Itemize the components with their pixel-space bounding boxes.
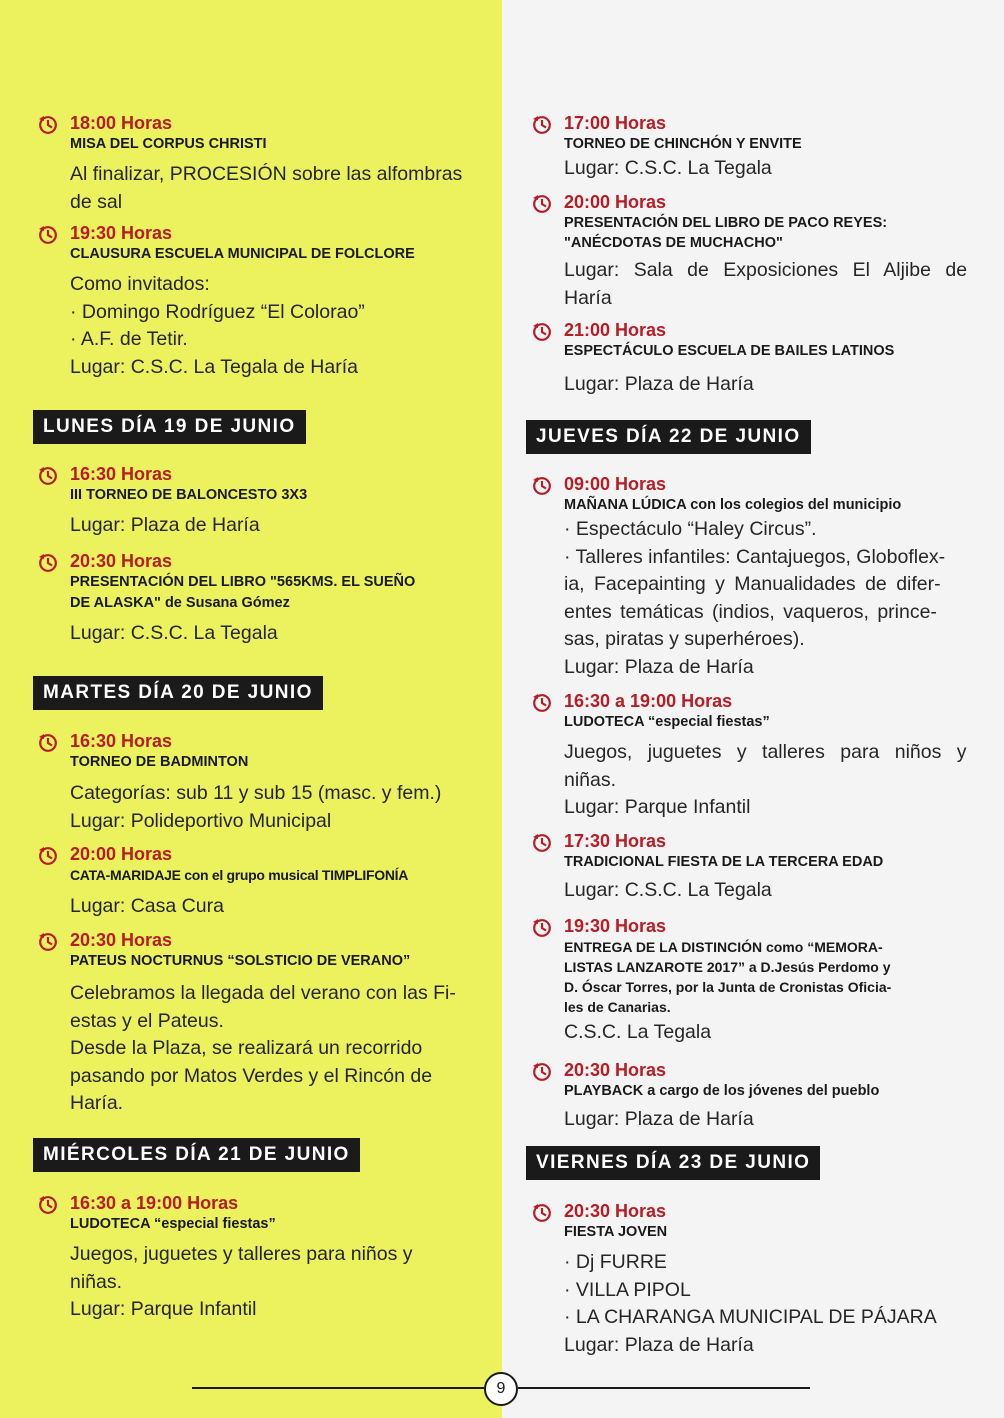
clock-icon (532, 918, 552, 938)
text-line: · Espectáculo “Haley Circus”. (564, 518, 817, 540)
event-description (564, 371, 971, 399)
clock-icon (532, 693, 552, 713)
event-description (564, 1019, 971, 1047)
event-title: ENTREGA DE LA DISTINCIÓN como “MEMORA- (564, 939, 883, 955)
event-title: PRESENTACIÓN DEL LIBRO "565KMS. EL SUEÑO (70, 574, 416, 590)
event-description (564, 155, 971, 183)
footer-rule (518, 1387, 810, 1389)
text-line: sas, piratas y superhéroes). (564, 628, 805, 650)
clock-icon (38, 115, 58, 135)
text-line: Juegos, juguetes y talleres para niños y (70, 1243, 413, 1265)
event-title: MISA DEL CORPUS CHRISTI (70, 136, 267, 152)
text-line: Celebramos la llegada del verano con las Fi- (70, 982, 456, 1004)
event-time: 20:30 Horas (70, 551, 173, 571)
event-description (564, 1249, 971, 1359)
text-line: niñas. (70, 1270, 123, 1293)
event-title: LUDOTECA “especial fiestas” (564, 714, 770, 730)
event-time: 16:30 a 19:00 Horas (564, 691, 733, 711)
text-line: Desde la Plaza, se realizará un recorrido (70, 1037, 423, 1059)
text-line: · A.F. de Tetir. (70, 328, 188, 350)
clock-icon (532, 476, 552, 496)
page-number: 9 (484, 1372, 518, 1406)
event-title: les de Canarias. (564, 999, 671, 1015)
event-description (70, 512, 477, 540)
event-title: TORNEO DE CHINCHÓN Y ENVITE (564, 136, 802, 152)
text-line: Haría. (70, 1092, 124, 1114)
event-title: LISTAS LANZAROTE 2017” a D.Jesús Perdomo y (564, 959, 891, 975)
text-line: Lugar: C.S.C. La Tegala (564, 879, 772, 901)
event-title: D. Óscar Torres, por la Junta de Cronistas Oficia- (564, 979, 892, 995)
event-title: PRESENTACIÓN DEL LIBRO DE PACO REYES: (564, 215, 888, 231)
text-line: niñas. (564, 768, 617, 791)
event-time: 17:00 Horas (564, 113, 667, 133)
event-time: 20:00 Horas (70, 844, 173, 864)
day-header: MARTES DÍA 20 DE JUNIO (33, 676, 323, 710)
text-line: · LA CHARANGA MUNICIPAL DE PÁJARA (564, 1306, 937, 1328)
text-line: Lugar: Plaza de Haría (564, 1108, 754, 1130)
event-title: ESPECTÁCULO ESCUELA DE BAILES LATINOS (564, 343, 895, 359)
text-line: Lugar: Plaza de Haría (564, 1333, 754, 1356)
day-header: JUEVES DÍA 22 DE JUNIO (526, 420, 811, 454)
text-line: C.S.C. La Tegala (564, 1021, 712, 1043)
text-line: Lugar: Polideportivo Municipal (70, 809, 332, 832)
text-line: Juegos, juguetes y talleres para niños y (564, 741, 967, 763)
clock-icon (532, 322, 552, 342)
event-time: 19:30 Horas (564, 916, 667, 936)
event-description (70, 893, 477, 921)
event-title: CLAUSURA ESCUELA MUNICIPAL DE FOLCLORE (70, 246, 415, 262)
event-time: 21:00 Horas (564, 320, 667, 340)
text-line: Haría (564, 286, 612, 309)
event-description (564, 877, 971, 905)
text-line: Lugar: Plaza de Haría (70, 514, 260, 536)
event-title: "ANÉCDOTAS DE MUCHACHO" (564, 235, 783, 251)
event-title: TRADICIONAL FIESTA DE LA TERCERA EDAD (564, 854, 884, 870)
event-description (564, 257, 971, 312)
event-description (564, 1106, 971, 1134)
clock-icon (38, 846, 58, 866)
event-description (70, 1241, 477, 1324)
event-time: 20:30 Horas (564, 1201, 667, 1221)
text-line: Lugar: Parque Infantil (564, 796, 751, 818)
text-line: Lugar: Parque Infantil (70, 1298, 257, 1320)
event-title: DE ALASKA" de Susana Gómez (70, 595, 290, 611)
event-time: 18:00 Horas (70, 113, 173, 133)
event-time: 20:30 Horas (70, 930, 173, 950)
text-line: · Domingo Rodríguez “El Colorao” (70, 300, 365, 323)
event-description (70, 161, 477, 216)
clock-icon (532, 1203, 552, 1223)
event-time: 20:30 Horas (564, 1060, 667, 1080)
clock-icon (38, 553, 58, 573)
text-line: entes temáticas (indios, vaqueros, prince- (564, 600, 937, 623)
event-title: TORNEO DE BADMINTON (70, 754, 249, 770)
event-description (70, 980, 477, 1118)
clock-icon (38, 225, 58, 245)
text-line: Al finalizar, PROCESIÓN sobre las alfombras (70, 163, 463, 185)
event-title: PLAYBACK a cargo de los jóvenes del pueblo (564, 1083, 880, 1099)
clock-icon (532, 1062, 552, 1082)
event-title: FIESTA JOVEN (564, 1224, 668, 1240)
text-line: Lugar: Casa Cura (70, 895, 224, 917)
event-time: 16:30 a 19:00 Horas (70, 1193, 239, 1213)
text-line: pasando por Matos Verdes y el Rincón de (70, 1064, 433, 1087)
text-line: Lugar: Plaza de Haría (564, 655, 754, 678)
event-title: LUDOTECA “especial fiestas” (70, 1216, 276, 1232)
footer-rule (192, 1387, 484, 1389)
text-line: estas y el Pateus. (70, 1009, 224, 1032)
text-line: ia, Facepainting y Manualidades de difer- (564, 573, 941, 595)
text-line: Como invitados: (70, 273, 210, 295)
text-line: Categorías: sub 11 y sub 15 (masc. y fem.) (70, 782, 442, 804)
day-header: LUNES DÍA 19 DE JUNIO (33, 410, 306, 444)
event-title: PATEUS NOCTURNUS “SOLSTICIO DE VERANO” (70, 953, 411, 969)
text-line: Lugar: Sala de Exposiciones El Aljibe de (564, 259, 968, 281)
text-line: · VILLA PIPOL (564, 1278, 691, 1301)
event-title: CATA-MARIDAJE con el grupo musical TIMPLIFONÍA (70, 867, 409, 883)
text-line: Lugar: C.S.C. La Tegala (564, 157, 772, 179)
event-description (564, 516, 971, 681)
event-title: MAÑANA LÚDICA con los colegios del municipio (564, 497, 902, 513)
text-line: Lugar: Plaza de Haría (564, 373, 754, 395)
clock-icon (532, 194, 552, 214)
event-description (564, 739, 971, 822)
clock-icon (38, 466, 58, 486)
day-header: VIERNES DÍA 23 DE JUNIO (526, 1146, 820, 1180)
clock-icon (38, 733, 58, 753)
text-line: · Talleres infantiles: Cantajuegos, Globoflex- (564, 545, 946, 568)
text-line: · Dj FURRE (564, 1251, 667, 1273)
text-line: Lugar: C.S.C. La Tegala (70, 622, 278, 644)
event-time: 16:30 Horas (70, 731, 173, 751)
event-time: 16:30 Horas (70, 464, 173, 484)
day-header: MIÉRCOLES DÍA 21 DE JUNIO (33, 1138, 360, 1172)
clock-icon (532, 115, 552, 135)
text-line: Lugar: C.S.C. La Tegala de Haría (70, 355, 358, 378)
event-description (70, 271, 477, 381)
event-time: 17:30 Horas (564, 831, 667, 851)
event-time: 19:30 Horas (70, 223, 173, 243)
text-line: de sal (70, 190, 123, 213)
event-title: III TORNEO DE BALONCESTO 3X3 (70, 487, 308, 503)
event-description (70, 780, 477, 835)
event-time: 20:00 Horas (564, 192, 667, 212)
clock-icon (532, 833, 552, 853)
clock-icon (38, 1195, 58, 1215)
event-description (70, 620, 477, 648)
event-time: 09:00 Horas (564, 474, 667, 494)
clock-icon (38, 932, 58, 952)
